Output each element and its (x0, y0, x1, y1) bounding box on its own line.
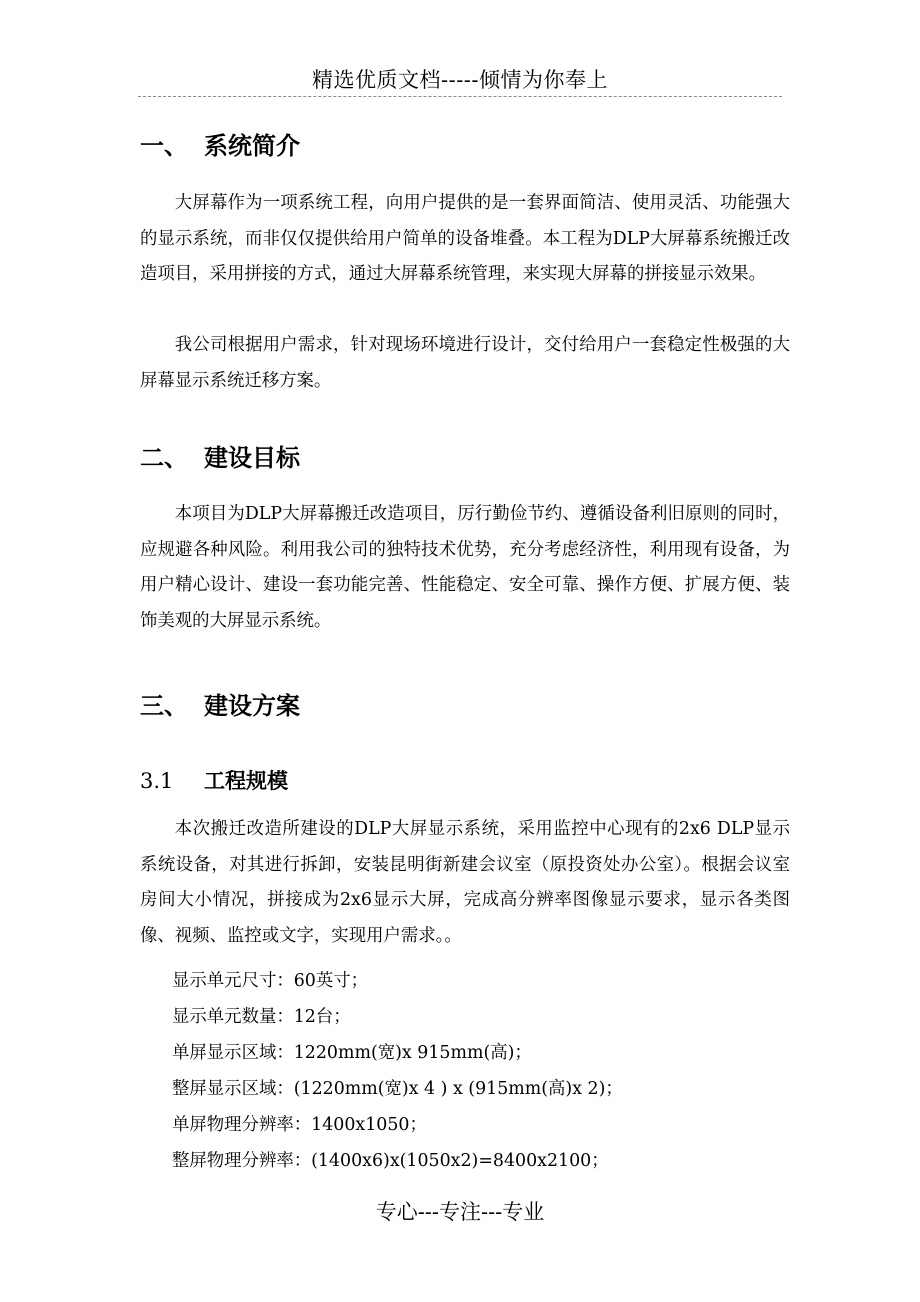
page-header: 精选优质文档-----倾情为你奉上 (312, 68, 608, 92)
spec-line: 整屏物理分辨率：(1400x6)x(1050x2)=8400x2100； (172, 1151, 609, 1171)
paragraph: 大屏幕作为一项系统工程，向用户提供的是一套界面简洁、使用灵活、功能强大的显示系统，而非仅仅提供给用户简单的设备堆叠。本工程为DLP大屏幕系统搬迁改造项目，采用拼接的方式，通过大屏幕系统管理，来实现大屏幕的拼接显示效果。 (140, 193, 790, 284)
subsection-heading (140, 765, 288, 795)
header-divider (138, 96, 782, 97)
section-number: 二、 (140, 444, 188, 472)
paragraph: 本次搬迁改造所建设的DLP大屏显示系统，采用监控中心现有的2x6 DLP显示系统设备，对其进行拆卸，安装昆明街新建会议室（原投资处办公室）。根据会议室房间大小情况，拼接成为2x6显示大屏，完成高分辨率图像显示要求，显示各类图像、视频、监控或文字，实现用户需求。。 (140, 819, 790, 946)
subsection-title: 工程规模 (204, 769, 288, 793)
paragraph: 我公司根据用户需求，针对现场环境进行设计，交付给用户一套稳定性极强的大屏幕显示系统迁移方案。 (140, 335, 790, 391)
section-number: 一、 (140, 132, 188, 160)
spec-line: 整屏显示区域：(1220mm(宽)x 4 ) x (915mm(高)x 2)； (172, 1079, 623, 1099)
section-number: 三、 (140, 692, 188, 720)
subsection-number: 3.1 (140, 769, 174, 793)
section-title: 系统简介 (204, 132, 300, 160)
section-title: 建设方案 (204, 692, 300, 720)
section-title: 建设目标 (204, 444, 300, 472)
page-footer: 专心---专注---专业 (375, 1200, 545, 1224)
spec-line: 显示单元数量：12台； (172, 1007, 351, 1027)
spec-line: 单屏显示区域：1220mm(宽)x 915mm(高)； (172, 1043, 532, 1063)
section-heading-2 (140, 438, 300, 473)
spec-line: 单屏物理分辨率：1400x1050； (172, 1115, 427, 1135)
section-heading-1 (140, 126, 300, 161)
spec-line: 显示单元尺寸：60英寸； (172, 971, 369, 991)
paragraph: 本项目为DLP大屏幕搬迁改造项目，厉行勤俭节约、遵循设备利旧原则的同时，应规避各种风险。利用我公司的独特技术优势，充分考虑经济性，利用现有设备，为用户精心设计、建设一套功能完善、性能稳定、安全可靠、操作方便、扩展方便、装饰美观的大屏显示系统。 (140, 504, 790, 631)
section-heading-3 (140, 686, 300, 721)
